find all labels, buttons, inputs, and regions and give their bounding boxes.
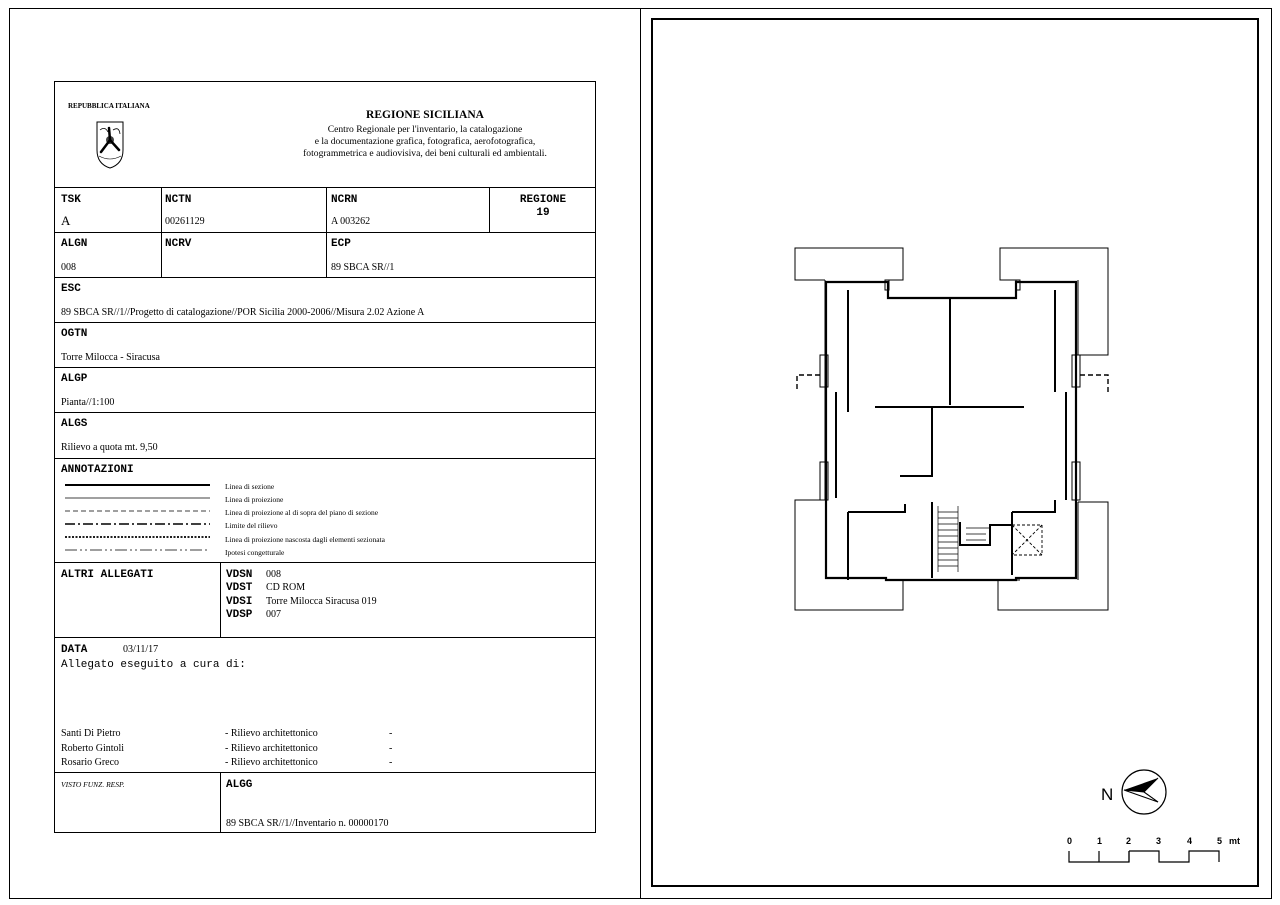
compass-icon bbox=[1120, 768, 1168, 816]
legend-text: Linea di proiezione al di sopra del piano di sezione bbox=[225, 508, 379, 517]
rule bbox=[326, 187, 327, 277]
vdsi-value: Torre Milocca Siracusa 019 bbox=[266, 596, 377, 607]
regione-value: 19 bbox=[536, 207, 550, 219]
person-dash: - bbox=[389, 728, 393, 739]
vdsi-label: VDSI bbox=[226, 596, 253, 608]
ncrn-label: NCRN bbox=[331, 194, 358, 206]
rule bbox=[55, 232, 595, 233]
legend-text: Ipotesi congetturale bbox=[225, 548, 285, 557]
person-dash: - bbox=[389, 757, 393, 768]
tsk-value: A bbox=[61, 213, 71, 228]
republic-label: REPUBBLICA ITALIANA bbox=[68, 102, 150, 110]
esc-label: ESC bbox=[61, 283, 81, 295]
rule bbox=[55, 187, 595, 188]
rule bbox=[55, 458, 595, 459]
legend-text: Linea di proiezione bbox=[225, 495, 284, 504]
scale-tick: 3 bbox=[1156, 836, 1162, 846]
vdsp-value: 007 bbox=[266, 609, 281, 620]
legend-text: Linea di sezione bbox=[225, 482, 275, 491]
rule bbox=[55, 322, 595, 323]
algs-value: Rilievo a quota mt. 9,50 bbox=[61, 442, 158, 453]
floor-plan bbox=[780, 240, 1125, 620]
scale-unit: mt bbox=[1229, 836, 1240, 846]
scale-tick: 5 bbox=[1217, 836, 1223, 846]
emblem-icon bbox=[95, 120, 125, 170]
person-role: - Rilievo architettonico bbox=[225, 743, 318, 754]
rule bbox=[220, 562, 221, 637]
nctn-label: NCTN bbox=[165, 194, 192, 206]
centre-description bbox=[265, 124, 585, 160]
rule bbox=[55, 277, 595, 278]
ogtn-value: Torre Milocca - Siracusa bbox=[61, 352, 160, 363]
ncrn-value: A 003262 bbox=[331, 216, 371, 227]
algp-label: ALGP bbox=[61, 373, 88, 385]
algg-value: 89 SBCA SR//1//Inventario n. 00000170 bbox=[226, 818, 389, 829]
algp-value: Pianta//1:100 bbox=[61, 397, 115, 408]
ncrv-label: NCRV bbox=[165, 238, 192, 250]
person-role: - Rilievo architettonico bbox=[225, 757, 318, 768]
centre-line: Centro Regionale per l'inventario, la catalogazione bbox=[327, 124, 523, 135]
data-value: 03/11/17 bbox=[123, 644, 159, 655]
person-name: Roberto Gintoli bbox=[61, 743, 125, 754]
north-label: N bbox=[1101, 785, 1114, 804]
person-name: Rosario Greco bbox=[61, 757, 120, 768]
tsk-label: TSK bbox=[61, 194, 81, 206]
rule bbox=[55, 367, 595, 368]
annotazioni-label: ANNOTAZIONI bbox=[61, 464, 134, 476]
rule bbox=[55, 772, 595, 773]
scale-tick: 2 bbox=[1126, 836, 1132, 846]
rule bbox=[55, 562, 595, 563]
corner-platforms bbox=[795, 248, 1108, 610]
scale-tick: 4 bbox=[1187, 836, 1193, 846]
ecp-label: ECP bbox=[331, 238, 351, 250]
algn-label: ALGN bbox=[61, 238, 88, 250]
ogtn-label: OGTN bbox=[61, 328, 88, 340]
scale-bar bbox=[1066, 848, 1226, 868]
centre-line: fotogrammetrica e audiovisiva, dei beni culturali ed ambientali. bbox=[303, 148, 547, 159]
rule bbox=[55, 637, 595, 638]
sheet-divider bbox=[640, 8, 641, 899]
vdsn-value: 008 bbox=[266, 569, 281, 580]
algs-label: ALGS bbox=[61, 418, 88, 430]
algg-label: ALGG bbox=[226, 779, 253, 791]
vdsp-label: VDSP bbox=[226, 609, 253, 621]
esc-value: 89 SBCA SR//1//Progetto di catalogazione//POR Sicilia 2000-2006//Misura 2.02 Azione A bbox=[61, 307, 425, 318]
centre-line: e la documentazione grafica, fotografica, aerofotografica, bbox=[314, 136, 536, 147]
eseguito-label: Allegato eseguito a cura di: bbox=[61, 659, 246, 671]
inner-walls bbox=[836, 290, 1066, 580]
legend-lines bbox=[65, 478, 215, 558]
nctn-value: 00261129 bbox=[165, 216, 205, 227]
projection-lines bbox=[797, 375, 1108, 392]
rule bbox=[55, 412, 595, 413]
catalog-card bbox=[54, 81, 596, 833]
legend-text: Linea di proiezione nascosta dagli elementi sezionata bbox=[225, 535, 385, 544]
person-name: Santi Di Pietro bbox=[61, 728, 121, 739]
legend-text: Limite del rilievo bbox=[225, 521, 278, 530]
void-square bbox=[1012, 525, 1042, 555]
scale-tick: 0 bbox=[1067, 836, 1073, 846]
person-role: - Rilievo architettonico bbox=[225, 728, 318, 739]
vdsn-label: VDSN bbox=[226, 569, 253, 581]
stairs bbox=[938, 506, 990, 572]
vdst-label: VDST bbox=[226, 582, 253, 594]
data-label: DATA bbox=[61, 644, 88, 656]
regione-label: REGIONE bbox=[519, 194, 567, 206]
rule bbox=[161, 187, 162, 277]
ecp-value: 89 SBCA SR//1 bbox=[331, 262, 395, 273]
algn-value: 008 bbox=[61, 262, 76, 273]
region-title: REGIONE SICILIANA bbox=[366, 109, 484, 121]
vdst-value: CD ROM bbox=[266, 582, 306, 593]
person-dash: - bbox=[389, 743, 393, 754]
allegati-label: ALTRI ALLEGATI bbox=[61, 569, 154, 581]
scale-tick: 1 bbox=[1097, 836, 1103, 846]
rule bbox=[220, 772, 221, 833]
visto-label: VISTO FUNZ. RESP. bbox=[61, 780, 125, 789]
